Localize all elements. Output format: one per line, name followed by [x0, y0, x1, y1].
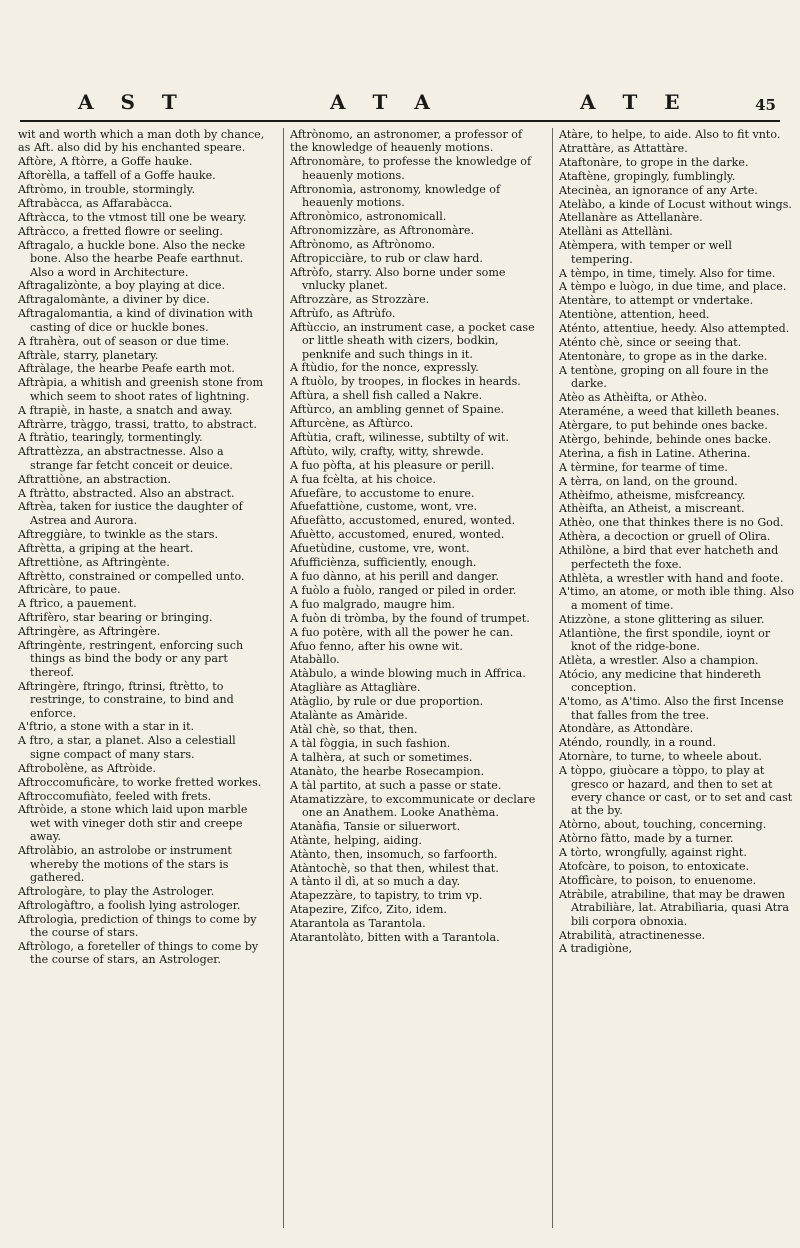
dictionary-entry: A tèmpo, in time, timely. Also for time.: [559, 266, 776, 280]
dictionary-entry: A tèrmine, for tearme of time.: [559, 460, 728, 474]
dictionary-entry: Aftronòmico, astronomicall.: [290, 209, 447, 223]
dictionary-entry: Ateraméne, a weed that killeth beanes.: [559, 405, 780, 419]
dictionary-entry: Afuefàre, to accustome to enure.: [290, 486, 475, 500]
dictionary-entry: A ftrapiè, in haste, a snatch and away.: [18, 403, 233, 417]
dictionary-entry: Aftròmo, in trouble, stormingly.: [18, 183, 196, 197]
dictionary-entry: Atentàre, to attempt or vndertake.: [559, 294, 754, 308]
dictionary-entry: Aftrùfo, as Aftrùfo.: [290, 306, 396, 320]
dictionary-entry: A ftrìco, a pauement.: [18, 597, 137, 611]
dictionary-entry: Atàbulo, a winde blowing much in Affrica.: [290, 667, 526, 681]
dictionary-entry: Atànto, then, insomuch, so farfoorth.: [290, 847, 498, 861]
column-left: [18, 128, 268, 1228]
dictionary-entry: Atelàbo, a kinde of Locust without wings.: [559, 197, 792, 211]
dictionary-entry: A'ftrio, a stone with a star in it.: [18, 720, 195, 734]
dictionary-entry: A talhèra, at such or sometimes.: [290, 750, 473, 764]
dictionary-entry: Afuètto, accustomed, enured, wonted.: [290, 528, 505, 542]
dictionary-entry: Atlantiòne, the first spondile, ioynt or knot of the ridge-bone.: [559, 626, 771, 654]
dictionary-entry: Aftronomàre, to professe the knowledge of heauenly motions.: [290, 155, 532, 182]
dictionary-entry: Atàl chè, so that, then.: [290, 722, 418, 736]
dictionary-entry: Aftrologàre, to play the Astrologer.: [18, 884, 215, 898]
dictionary-entry: A tòrto, wrongfully, against right.: [559, 846, 747, 860]
dictionary-entry: Aftràrre, tràggo, trassi, tratto, to abstract.: [18, 417, 257, 431]
dictionary-entry: Aftrozzàre, as Strozzàre.: [290, 292, 430, 306]
dictionary-entry: A tèmpo e luògo, in due time, and place.: [559, 280, 787, 294]
dictionary-entry: Ataftène, gropingly, fumblingly.: [559, 169, 736, 183]
dictionary-entry: Aftropicciàre, to rub or claw hard.: [290, 251, 483, 265]
dictionary-entry: Atentiòne, attention, heed.: [559, 308, 710, 322]
dictionary-entry: Aftrettiòne, as Aftringènte.: [18, 555, 170, 569]
dictionary-entry: A ftràtio, tearingly, tormentingly.: [18, 431, 203, 445]
dictionary-entry: Athèra, a decoction or gruell of Olira.: [559, 530, 771, 544]
dictionary-entry: Atàre, to helpe, to aide. Also to fit vnto.: [559, 128, 781, 141]
dictionary-entry: Atarantolàto, bitten with a Tarantola.: [290, 931, 500, 945]
dictionary-entry: Afuo fenno, after his owne wit.: [290, 639, 463, 653]
dictionary-entry: Atànte, helping, aiding.: [290, 833, 422, 847]
dictionary-entry: Aftronomìa, astronomy, knowledge of heauenly motions.: [290, 182, 501, 210]
dictionary-entry: Aftorèlla, a taffell of a Goffe hauke.: [18, 169, 216, 183]
dictionary-entry: A tentòne, groping on all foure in the darke.: [559, 363, 769, 391]
dictionary-entry: Atrabilità, atractinenesse.: [559, 928, 706, 942]
dictionary-entry: A fuòlo a fuòlo, ranged or piled in order.: [290, 583, 517, 597]
dictionary-entry: Atanàfia, Tansie or siluerwort.: [290, 819, 461, 833]
header-rule: [20, 120, 780, 122]
dictionary-entry: A fuo potère, with all the power he can.: [290, 625, 514, 639]
dictionary-entry: Afufficiènza, sufficiently, enough.: [290, 556, 477, 570]
dictionary-entry: Aftràpia, a whitish and greenish stone from which seem to shoot rates of lightning.: [18, 376, 263, 403]
dictionary-entry: A'tomo, as A'timo. Also the first Incense that falles from the tree.: [559, 695, 784, 722]
dictionary-entry: A ftuòlo, by troopes, in flockes in heards.: [290, 375, 521, 389]
dictionary-entry: Afuefàtto, accustomed, enured, wonted.: [290, 514, 516, 528]
dictionary-entry: Athèifmo, atheisme, misfcreancy.: [559, 488, 746, 502]
dictionary-entry: Aftronomizzàre, as Aftronomàre.: [290, 223, 475, 237]
dictionary-entry: Atèo as Athèifta, or Athèo.: [559, 391, 708, 405]
dictionary-entry: Atàglio, by rule or due proportion.: [290, 695, 484, 709]
dictionary-entry: Aftrònomo, as Aftrònomo.: [290, 237, 435, 251]
page-number: 45: [755, 96, 776, 114]
dictionary-entry: Aftricàre, to paue.: [18, 583, 121, 597]
dictionary-entry: Aténdo, roundly, in a round.: [559, 736, 716, 750]
dictionary-entry: Atabàllo.: [290, 653, 340, 667]
dictionary-entry: Atàntochè, so that then, whilest that.: [290, 861, 499, 875]
dictionary-entry: Aftragalomànte, a diviner by dice.: [18, 293, 210, 307]
column-middle: [283, 128, 542, 1228]
dictionary-entry: Atócio, any medicine that hindereth conception.: [559, 667, 761, 695]
dictionary-entry: Aftragalo, a huckle bone. Also the necke bone. Also the hearbe Peafe earthnut. Also a word in Architecture.: [18, 238, 246, 279]
dictionary-entry: Atòrno fàtto, made by a turner.: [559, 832, 734, 846]
dictionary-entry: A tàl partito, at such a passe or state.: [290, 778, 502, 792]
dictionary-entry: Atofcàre, to poison, to entoxicate.: [559, 860, 750, 874]
dictionary-entry: Aftùto, wily, crafty, witty, shrewde.: [290, 444, 484, 458]
dictionary-entry: Aftrifèro, star bearing or bringing.: [18, 611, 213, 625]
dictionary-entry: Afturcène, as Aftùrco.: [290, 417, 414, 431]
dictionary-entry: A fua fcèlta, at his choice.: [290, 472, 436, 486]
dictionary-entry: Aftùra, a shell fish called a Nakre.: [290, 389, 483, 403]
dictionary-entry: Atràbile, atrabiline, that may be drawen Atrabiliàre, lat. Atrabilìaria, quasi Atra bili corpora obnoxia.: [559, 887, 790, 928]
dictionary-entry: Aterìna, a fish in Latine. Atherina.: [559, 446, 751, 460]
dictionary-entry: Atapezzàre, to tapistry, to trim vp.: [290, 889, 483, 903]
dictionary-entry: Aftragalizònte, a boy playing at dice.: [18, 279, 225, 293]
dictionary-entry: Atamatizzàre, to excommunicate or declare one an Anathem. Looke Anathèma.: [290, 792, 536, 819]
dictionary-entry: A ftràtto, abstracted. Also an abstract.: [18, 486, 235, 500]
dictionary-entry: Atlèta, a wrestler. Also a champion.: [559, 653, 759, 667]
dictionary-entry: Ataftonàre, to grope in the darke.: [559, 155, 749, 169]
dictionary-entry: Aftringère, as Aftringère.: [18, 625, 161, 639]
dictionary-entry: A ftrahèra, out of season or due time.: [18, 334, 230, 348]
header-right-word: A T E: [580, 90, 690, 114]
dictionary-entry: Atagliàre as Attagliàre.: [290, 681, 421, 695]
dictionary-entry: Aténto, attentiue, heedy. Also attempted.: [559, 322, 790, 336]
running-header: [0, 90, 800, 124]
dictionary-entry: Aftrobolène, as Aftròide.: [18, 761, 156, 775]
dictionary-entry: Atrattàre, as Attattàre.: [559, 141, 688, 155]
dictionary-entry: Afuefattiòne, custome, wont, vre.: [290, 500, 478, 514]
dictionary-entry: A tèrra, on land, on the ground.: [559, 474, 738, 488]
dictionary-entry: Aftròfo, starry. Also borne under some vnlucky planet.: [290, 265, 506, 292]
dictionary-entry: Atellanàre as Attellanàre.: [559, 211, 703, 225]
dictionary-entry: Aftròlogo, a foreteller of things to come by the course of stars, an Astrologer.: [18, 939, 259, 967]
dictionary-entry: Aftragalomantia, a kind of divination with casting of dice or huckle bones.: [18, 307, 253, 334]
dictionary-entry: Atecinèa, an ignorance of any Arte.: [559, 183, 758, 197]
dictionary-entry: Atizzòne, a stone glittering as siluer.: [559, 612, 765, 626]
dictionary-entry: A fuo pòfta, at his pleasure or perill.: [290, 458, 495, 472]
dictionary-entry: A fuo malgrado, maugre him.: [290, 597, 456, 611]
dictionary-entry: wit and worth which a man doth by chance, as Aft. also did by his enchanted speare.: [18, 128, 265, 155]
dictionary-entry: Atarantola as Tarantola.: [290, 917, 426, 931]
column-right: [552, 128, 795, 1228]
dictionary-entry: Afuetùdine, custome, vre, wont.: [290, 542, 470, 556]
dictionary-entry: Aftringènte, restringent, enforcing such things as bind the body or any part thereof.: [18, 639, 244, 679]
dictionary-entry: Aftrètto, constrained or compelled unto.: [18, 569, 245, 583]
dictionary-entry: A tànto il dì, at so much a day.: [290, 875, 460, 889]
dictionary-entry: Aténto chè, since or seeing that.: [559, 336, 742, 350]
dictionary-entry: A ftro, a star, a planet. Also a celestiall signe compact of many stars.: [18, 734, 236, 761]
dictionary-entry: Aftrologìa, prediction of things to come by the course of stars.: [18, 912, 257, 940]
dictionary-entry: Aftràlage, the hearbe Peafe earth mot.: [18, 362, 235, 376]
dictionary-entry: Athilòne, a bird that ever hatcheth and perfecteth the foxe.: [559, 544, 779, 571]
dictionary-entry: Aftòre, A ftòrre, a Goffe hauke.: [18, 155, 193, 169]
dictionary-entry: A fuo dànno, at his perill and danger.: [290, 570, 499, 583]
dictionary-entry: Aftroccomuficàre, to worke fretted workes.: [18, 775, 262, 789]
header-center-word: A T A: [330, 90, 440, 114]
dictionary-entry: A tòppo, giuòcare a tòppo, to play at gresco or hazard, and then to set at every chance or cast, or to set and cast at the by.: [559, 764, 793, 818]
dictionary-entry: A fuòn di tròmba, by the found of trumpet.: [290, 611, 530, 625]
dictionary-entry: Atèrgo, behinde, behinde ones backe.: [559, 432, 772, 446]
dictionary-entry: Aftràcco, a fretted flowre or seeling.: [18, 224, 223, 238]
dictionary-entry: Atondàre, as Attondàre.: [559, 722, 694, 736]
dictionary-entry: Atèmpera, with temper or well tempering.: [559, 239, 732, 266]
dictionary-entry: Aftròide, a stone which laid upon marble wet with vineger doth stir and creepe away.: [18, 803, 248, 844]
dictionary-entry: Atapezire, Zifco, Zito, idem.: [290, 903, 447, 917]
dictionary-entry: Aftrònomo, an astronomer, a professor of the knowledge of heauenly motions.: [290, 128, 523, 155]
dictionary-entry: Atalànte as Amàride.: [290, 709, 408, 723]
dictionary-entry: Aftroccomufiàto, feeled with frets.: [18, 789, 212, 803]
dictionary-entry: Aftùccio, an instrument case, a pocket case or little sheath with cizers, bodkin, penknife and such things in it.: [290, 320, 535, 361]
dictionary-entry: Atòrno, about, touching, concerning.: [559, 818, 767, 832]
dictionary-entry: A ftùdio, for the nonce, expressly.: [290, 361, 479, 375]
dictionary-entry: A tàl fòggia, in such fashion.: [290, 736, 451, 750]
dictionary-entry: Atornàre, to turne, to wheele about.: [559, 750, 762, 764]
dictionary-entry: Athèifta, an Atheist, a miscreant.: [559, 502, 745, 516]
dictionary-entry: Atellàni as Attellàni.: [559, 225, 673, 239]
dictionary-entry: Aftràle, starry, planetary.: [18, 348, 159, 362]
dictionary-entry: Aftrologàftro, a foolish lying astrologer.: [18, 898, 241, 912]
dictionary-entry: Aftrabàcca, as Affarabàcca.: [18, 197, 173, 211]
dictionary-entry: Aftrattèzza, an abstractnesse. Also a strange far fetcht conceit or deuice.: [18, 445, 233, 472]
dictionary-entry: Atanàto, the hearbe Rosecampion.: [290, 764, 484, 778]
dictionary-entry: A tradigiòne,: [559, 942, 633, 956]
dictionary-entry: Aftùrco, an ambling gennet of Spaine.: [290, 403, 505, 417]
dictionary-entry: Aftrètta, a griping at the heart.: [18, 541, 194, 555]
dictionary-entry: Aftringère, ftringo, ftrinsi, ftrètto, to restringe, to constraine, to bind and enforce.: [18, 679, 234, 720]
dictionary-entry: Atentonàre, to grope as in the darke.: [559, 350, 768, 363]
dictionary-entry: Atoffìcàre, to poison, to enuenome.: [559, 873, 757, 887]
dictionary-entry: Aftràcca, to the vtmost till one be weary.: [18, 210, 247, 224]
dictionary-entry: Aftreggiàre, to twinkle as the stars.: [18, 527, 219, 541]
dictionary-entry: Atèrgare, to put behinde ones backe.: [559, 419, 768, 433]
dictionary-entry: A'timo, an atome, or moth ible thing. Also a moment of time.: [559, 585, 795, 612]
header-left-word: A S T: [78, 90, 187, 114]
dictionary-entry: Athèo, one that thinkes there is no God.: [559, 516, 784, 530]
dictionary-entry: Aftrèa, taken for iustice the daughter of Astrea and Aurora.: [18, 500, 243, 527]
dictionary-entry: Aftùtia, craft, wilinesse, subtilty of wit.: [290, 430, 509, 444]
dictionary-entry: Aftrolàbio, an astrolobe or instrument whereby the motions of the stars is gathered.: [18, 844, 232, 884]
dictionary-entry: Athlèta, a wrestler with hand and foote.: [559, 571, 784, 585]
dictionary-entry: Aftrattiòne, an abstraction.: [18, 472, 171, 486]
